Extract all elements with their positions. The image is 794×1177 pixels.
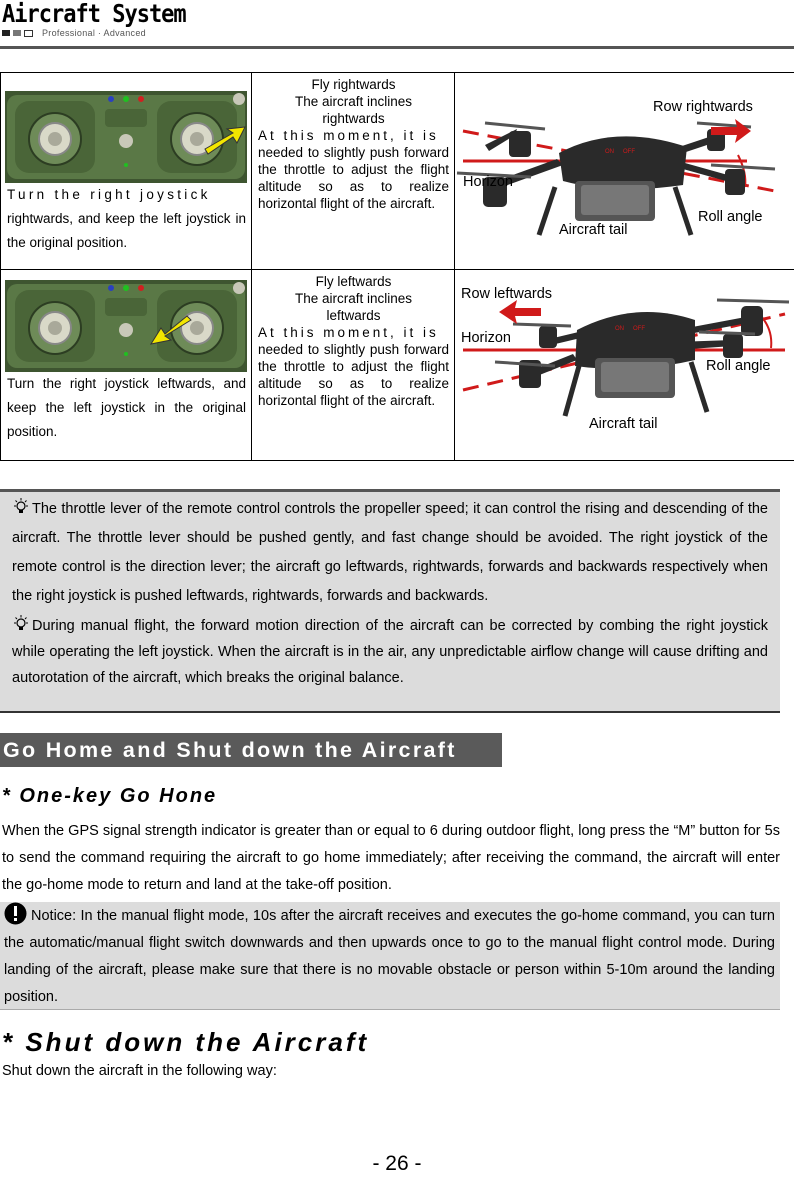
cell-description-right	[252, 73, 455, 270]
square-outline-icon	[24, 30, 33, 37]
table-row-rightwards	[1, 73, 794, 270]
drone-roll-left-diagram	[455, 270, 793, 458]
moment-text: At this moment, it is	[258, 325, 439, 340]
tip-throttle-text: The throttle lever of the remote control controls the propeller speed; it can control the rising and descending of the aircraft. The throttle lever should be pushed gently, and fast change should be avoided. The right joystick of the remote control is the direction lever; the aircraft go leftwards, rightwards, forwards and backwards respectively when the right joystick is pushed leftwards, rightwards, forwards and backwards.	[12, 501, 768, 604]
fly-direction-label: Fly leftwards	[315, 274, 392, 289]
go-home-heading: * One-key Go Hone	[2, 785, 218, 807]
cell-drone-left	[455, 270, 794, 461]
incline-text-1: The aircraft inclines	[294, 94, 413, 109]
cell-controller-left	[1, 270, 252, 461]
horizon-label: Horizon	[461, 330, 511, 346]
notice-box	[0, 902, 780, 1010]
cell-drone-right	[455, 73, 794, 270]
incline-text-1: The aircraft inclines	[294, 291, 413, 306]
cell-description-left	[252, 270, 455, 461]
instruction-caption-left: Turn the right joystick leftwards, and keep the left joystick in the original position.	[7, 376, 246, 439]
fly-direction-label: Fly rightwards	[311, 77, 396, 92]
shutdown-paragraph: Shut down the aircraft in the following way:	[2, 1063, 277, 1079]
page-header	[0, 0, 794, 52]
square-dark-icon	[2, 30, 10, 36]
cell-controller-right	[1, 73, 252, 270]
page-number: - 26 -	[372, 1152, 422, 1175]
notice-text: Notice: In the manual flight mode, 10s after the aircraft receives and executes the go-home command, you can turn the automatic/manual flight switch downwards and then upwards once to go to the manual flight control mode. During landing of the aircraft, please make sure that there is no movable obstacle or person within 5-10m around the landing position.	[4, 908, 775, 1005]
square-mid-icon	[13, 30, 21, 36]
tips-box	[0, 489, 780, 713]
roll-angle-label: Roll angle	[706, 358, 771, 374]
switch-on-label: ON	[615, 326, 624, 332]
brand-tagline-row	[2, 28, 146, 38]
row-rightwards-label: Row rightwards	[653, 99, 753, 115]
tip-throttle	[12, 495, 768, 611]
explanation-text: needed to slightly push forward the throttle to adjust the flight altitude so as to realize horizontal flight of the aircraft.	[258, 145, 449, 211]
drone-roll-right-diagram	[455, 73, 793, 267]
horizon-label: Horizon	[463, 174, 513, 190]
aircraft-tail-label: Aircraft tail	[559, 222, 628, 238]
instruction-caption-right	[1, 183, 251, 255]
lightbulb-icon	[12, 615, 30, 633]
tip-manual-flight-text: During manual flight, the forward motion direction of the aircraft can be corrected by combing the right joystick while operating the left joystick. When the aircraft is in the air, any unpredictable airflow change will cause drifting and autorotation of the aircraft, which breaks the original balance.	[12, 618, 768, 686]
exclamation-icon	[4, 902, 27, 925]
switch-off-label: OFF	[633, 326, 645, 332]
lightbulb-icon	[12, 498, 30, 516]
incline-text-2: rightwards	[322, 111, 385, 126]
moment-text: At this moment, it is	[258, 128, 439, 143]
instruction-caption-right-rest: rightwards, and keep the left joystick in the original position.	[7, 211, 246, 250]
flight-direction-table	[0, 72, 794, 461]
go-home-paragraph: When the GPS signal strength indicator is greater than or equal to 6 during outdoor flight, long press the “M” button for 5s to send the command requiring the aircraft to go home immediately; after receiving the command, the aircraft will enter the go-home mode to return and land at the take-off position.	[2, 823, 780, 893]
switch-off-label: OFF	[623, 149, 635, 155]
roll-angle-label: Roll angle	[698, 209, 763, 225]
instruction-caption-right-line1: Turn the right joystick	[7, 187, 211, 202]
row-left-arrow	[499, 300, 541, 324]
header-divider	[0, 46, 794, 49]
brand-tagline: Professional · Advanced	[42, 28, 146, 38]
explanation-text: needed to slightly push forward the throttle to adjust the flight altitude so as to realize horizontal flight of the aircraft.	[258, 342, 449, 408]
aircraft-tail-label: Aircraft tail	[589, 416, 658, 432]
brand-title: Aircraft System	[2, 0, 186, 29]
remote-controller-left-image	[5, 280, 247, 372]
section-title: Go Home and Shut down the Aircraft	[0, 733, 502, 767]
row-leftwards-label: Row leftwards	[461, 286, 553, 302]
remote-controller-right-image	[5, 91, 247, 183]
switch-on-label: ON	[605, 149, 614, 155]
table-row-leftwards	[1, 270, 794, 461]
tip-manual-flight	[12, 613, 768, 691]
shutdown-heading: * Shut down the Aircraft	[2, 1027, 370, 1057]
incline-text-2: leftwards	[326, 308, 381, 323]
